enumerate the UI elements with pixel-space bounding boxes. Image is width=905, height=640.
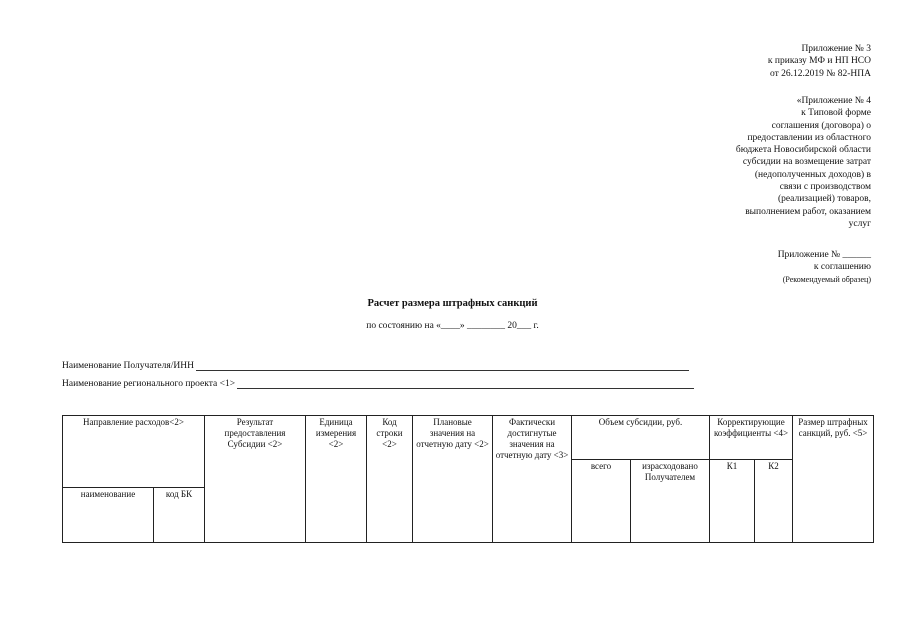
agreement-appendix-header	[778, 249, 871, 286]
appendix-4-header	[736, 95, 871, 230]
appendix-block-line: бюджета Новосибирской области	[735, 145, 871, 156]
coefficients-header: Корректирующие коэффициенты <4>	[710, 416, 793, 460]
project-field	[62, 378, 694, 389]
expense-direction-header: Направление расходов<2>	[63, 416, 205, 488]
appendix-head-line: от 26.12.2019 № 82-НПА	[770, 68, 871, 79]
subsidy-volume-header: Объем субсидии, руб.	[572, 416, 710, 460]
row-code-header: Код строки <2>	[367, 416, 413, 543]
appendix-block-line: соглашения (договора) о	[771, 120, 871, 131]
recipient-label: Наименование Получателя/ИНН	[62, 361, 194, 371]
appendix-head-line: Приложение № 3	[801, 44, 871, 54]
subsidy-spent-header: израсходовано Получателем	[631, 460, 710, 543]
subsidy-total-header: всего	[572, 460, 631, 543]
appendix-sub-line: к соглашению	[813, 262, 871, 273]
actual-values-header: Фактически достигнутые значения на отчетную дату <3>	[493, 416, 572, 543]
appendix-block-line: «Приложение № 4	[796, 96, 871, 106]
document-title: Расчет размера штрафных санкций	[367, 298, 538, 309]
recipient-field	[62, 360, 689, 371]
k2-header: К2	[755, 460, 793, 543]
appendix-block-line: предоставлении из областного	[747, 132, 871, 143]
k1-header: К1	[710, 460, 755, 543]
appendix-block-line: услуг	[848, 218, 871, 229]
project-blank-line	[237, 378, 694, 389]
appendix-block-line: к Типовой форме	[801, 108, 871, 119]
expense-name-header: наименование	[63, 488, 154, 543]
appendix-block-line: выполнением работ, оказанием	[745, 206, 871, 217]
recipient-blank-line	[196, 360, 689, 371]
appendix-block-line: связи с производством	[779, 182, 871, 193]
appendix-block-line: субсидии на возмещение затрат	[742, 157, 871, 168]
penalty-table	[62, 415, 874, 543]
appendix-sub-line: Приложение № ______	[777, 250, 871, 260]
appendix-block-line: (реализацией) товаров,	[777, 194, 871, 205]
appendix-block-line: (недополученных доходов) в	[754, 169, 871, 180]
unit-header: Единица измерения <2>	[306, 416, 367, 543]
sample-note: (Рекомендуемый образец)	[782, 274, 871, 284]
appendix-3-header	[768, 43, 871, 80]
result-header: Результат предоставления Субсидии <2>	[205, 416, 306, 543]
penalty-amount-header: Размер штрафных санкций, руб. <5>	[793, 416, 874, 543]
appendix-head-line: к приказу МФ и НП НСО	[767, 56, 871, 67]
bk-code-header: код БК	[154, 488, 205, 543]
project-label: Наименование регионального проекта <1>	[62, 379, 236, 389]
date-line: по состоянию на «____» ________ 20___ г.	[366, 321, 539, 331]
planned-values-header: Плановые значения на отчетную дату <2>	[413, 416, 493, 543]
